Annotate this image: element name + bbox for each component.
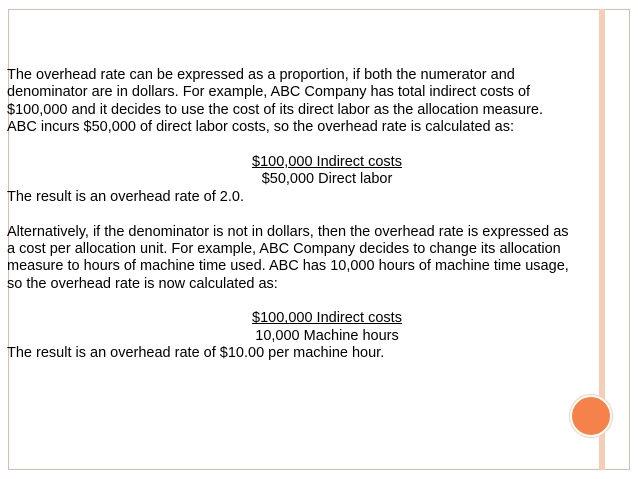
frame-top-border bbox=[8, 9, 630, 10]
paragraph1-line1: The overhead rate can be expressed as a proportion, if both the numerator and bbox=[7, 67, 515, 83]
formula2-denominator: 10,000 Machine hours bbox=[255, 327, 399, 344]
paragraph1-line3: $100,000 and it decides to use the cost of its direct labor as the allocation measure. bbox=[7, 101, 544, 118]
paragraph2-line3: measure to hours of machine time used. ABC has 10,000 hours of machine time usage, bbox=[7, 258, 569, 275]
frame-bottom-border bbox=[8, 469, 630, 470]
paragraph2-line2: a cost per allocation unit. For example, ABC Company decides to change its allocation bbox=[7, 240, 561, 257]
formula1-numerator bbox=[7, 154, 627, 171]
formula1-numerator-text: $100,000 Indirect costs bbox=[252, 153, 402, 170]
frame-right-border bbox=[629, 9, 630, 470]
paragraph1-line4: ABC incurs $50,000 of direct labor costs, so the overhead rate is calculated as: bbox=[7, 119, 514, 136]
paragraph1-line2: denominator are in dollars. For example, ABC Company has total indirect costs of bbox=[7, 84, 531, 101]
spacer bbox=[7, 137, 627, 154]
result2: The result is an overhead rate of $10.00 per machine hour. bbox=[7, 345, 385, 362]
paragraph2-line4: so the overhead rate is now calculated as: bbox=[7, 275, 278, 292]
formula1-denominator: $50,000 Direct labor bbox=[261, 171, 393, 188]
slide-body-text bbox=[7, 67, 627, 363]
formula2-numerator-text: $100,000 Indirect costs bbox=[252, 310, 402, 327]
paragraph2-line1: Alternatively, if the denominator is not in dollars, then the overhead rate is expressed as bbox=[7, 223, 569, 240]
accent-circle bbox=[570, 395, 612, 437]
spacer bbox=[7, 293, 627, 310]
formula2-numerator bbox=[7, 310, 627, 327]
spacer bbox=[7, 206, 627, 223]
result1: The result is an overhead rate of 2.0. bbox=[7, 188, 244, 205]
